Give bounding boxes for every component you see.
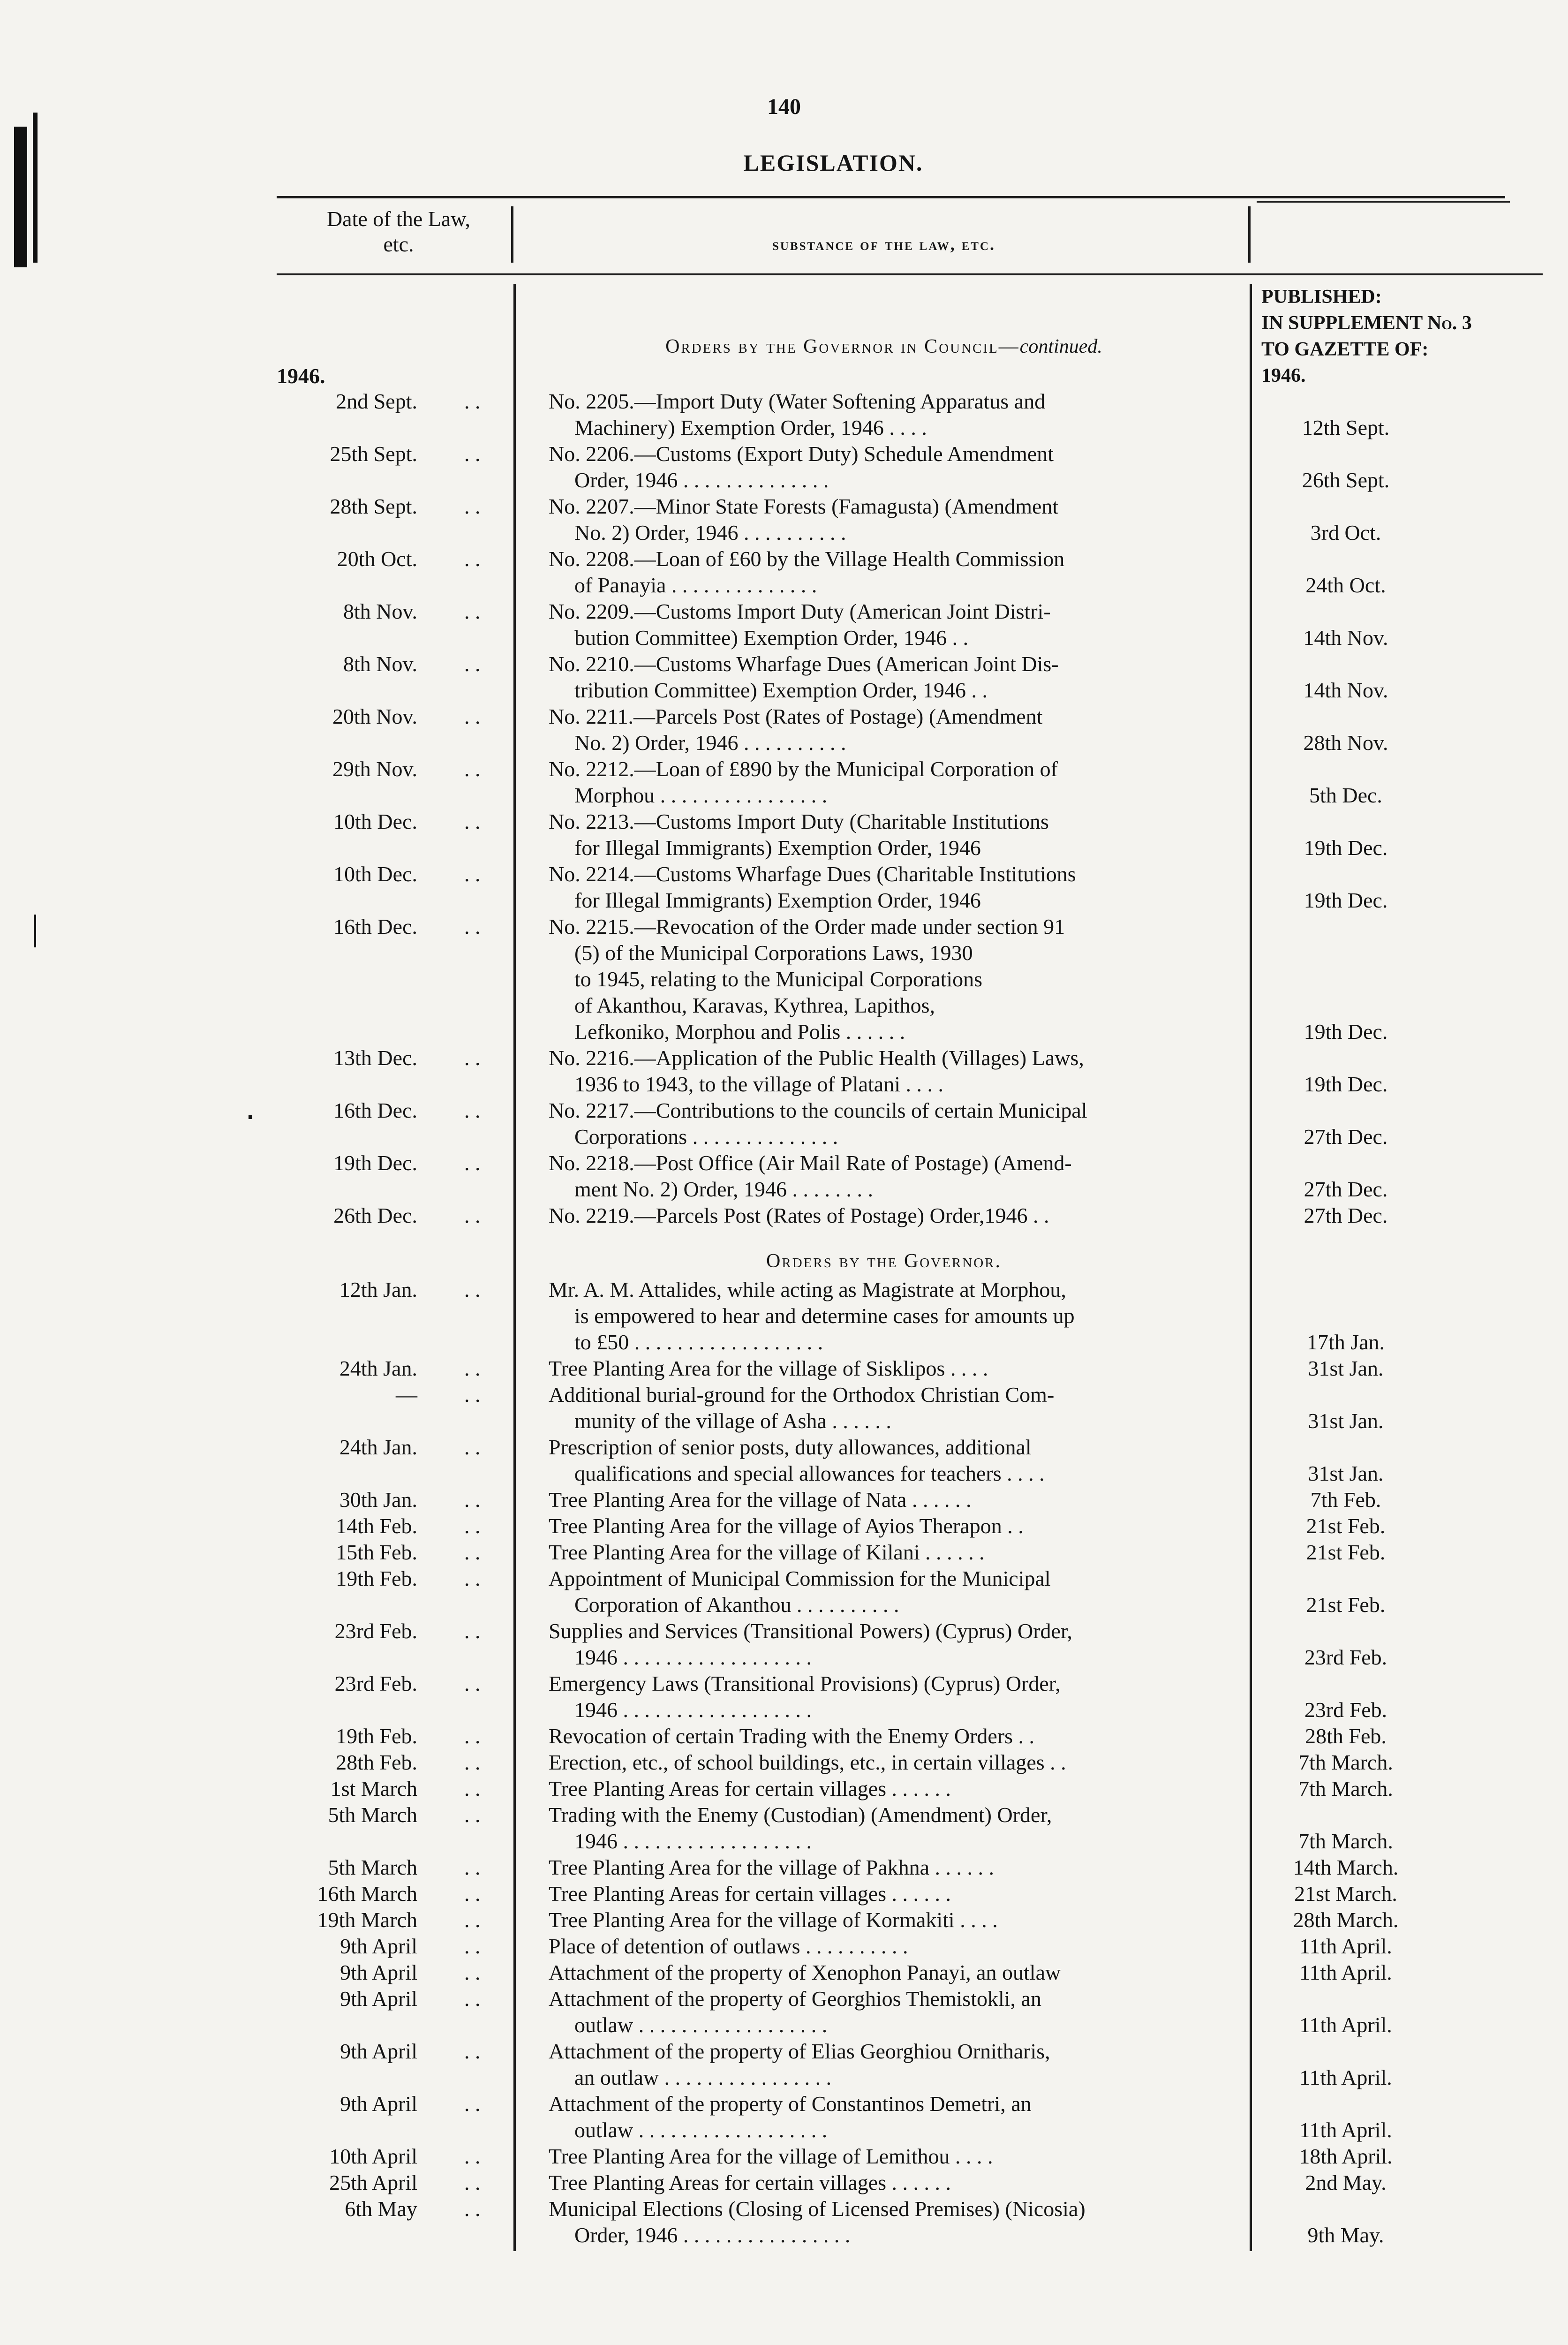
row-date: 30th Jan.	[339, 1488, 417, 1512]
scan-mark	[33, 113, 38, 263]
row-date: 16th March	[317, 1882, 417, 1906]
row-date: 10th Dec.	[333, 862, 417, 886]
row-published-date: 31st Jan.	[1308, 1409, 1384, 1433]
row-substance-line: No. 2213.—Customs Import Duty (Charitable Institutions	[549, 809, 1049, 833]
row-date: 15th Feb.	[336, 1540, 417, 1564]
row-substance-line: Attachment of the property of Constantinos Demetri, an	[549, 2092, 1032, 2116]
row-substance-line: No. 2212.—Loan of £890 by the Municipal Corporation of	[549, 757, 1058, 781]
year-label: 1946.	[277, 364, 325, 388]
row-published-date: 28th Feb.	[1305, 1724, 1387, 1748]
row-date: —	[396, 1383, 417, 1407]
row-date: 23rd Feb.	[334, 1619, 417, 1643]
row-substance-line: No. 2210.—Customs Wharfage Dues (American Joint Dis-	[549, 652, 1059, 676]
row-substance-line: Additional burial-ground for the Orthodox Christian Com-	[549, 1383, 1055, 1407]
row-substance-line: qualifications and special allowances for teachers . . . .	[574, 1461, 1045, 1485]
row-published-date: 23rd Feb.	[1304, 1645, 1387, 1669]
row-substance-line: outlaw . . . . . . . . . . . . . . . . . .	[574, 2118, 828, 2142]
row-date: 19th Dec.	[333, 1151, 417, 1175]
row-substance-line: No. 2211.—Parcels Post (Rates of Postage) (Amendment	[549, 704, 1043, 728]
scan-mark	[34, 915, 36, 947]
row-published-date: 21st Feb.	[1306, 1540, 1386, 1564]
row-date: 8th Nov.	[343, 652, 417, 676]
row-substance-line: Place of detention of outlaws . . . . . . . . . .	[549, 1934, 908, 1958]
row-substance-line: Morphou . . . . . . . . . . . . . . . .	[574, 783, 828, 807]
row-substance-line: munity of the village of Asha . . . . . .	[574, 1409, 891, 1433]
row-leader-dots: . .	[464, 1203, 481, 1227]
row-leader-dots: . .	[464, 1435, 481, 1459]
row-substance-line: 1946 . . . . . . . . . . . . . . . . . .	[574, 1829, 812, 1853]
row-published-date: 23rd Feb.	[1304, 1698, 1387, 1722]
row-published-date: 21st Feb.	[1306, 1514, 1386, 1538]
row-date: 10th April	[329, 2144, 417, 2168]
row-substance-line: Tree Planting Area for the village of Lemithou . . . .	[549, 2144, 993, 2168]
row-date: 24th Jan.	[339, 1435, 417, 1459]
row-published-date: 27th Dec.	[1304, 1125, 1388, 1149]
page-title: LEGISLATION.	[743, 150, 923, 176]
row-leader-dots: . .	[464, 1750, 481, 1774]
row-published-date: 11th April.	[1299, 1934, 1392, 1958]
row-published-date: 24th Oct.	[1305, 573, 1386, 597]
row-published-date: 5th Dec.	[1309, 783, 1382, 807]
row-published-date: 7th March.	[1298, 1777, 1393, 1800]
row-date: 9th April	[340, 1934, 417, 1958]
row-leader-dots: . .	[464, 1540, 481, 1564]
row-substance-line: for Illegal Immigrants) Exemption Order, 1946	[574, 836, 981, 860]
row-leader-dots: . .	[464, 1987, 481, 2011]
row-substance-line: No. 2215.—Revocation of the Order made under section 91	[549, 915, 1065, 938]
row-date: 16th Dec.	[333, 915, 417, 938]
row-substance-line: to 1945, relating to the Municipal Corporations	[574, 967, 983, 991]
date-column-header	[281, 206, 516, 257]
row-substance-line: Mr. A. M. Attalides, while acting as Magistrate at Morphou,	[549, 1278, 1066, 1301]
row-substance-line: for Illegal Immigrants) Exemption Order, 1946	[574, 888, 981, 912]
row-substance-line: Tree Planting Area for the village of Pakhna . . . . . .	[549, 1855, 995, 1879]
section-title-council-text: Orders by the Governor in Council—	[665, 336, 1020, 357]
date-column-header-line2: etc.	[383, 232, 414, 256]
row-leader-dots: . .	[464, 2197, 481, 2221]
row-substance-line: Attachment of the property of Georghios Themistokli, an	[549, 1987, 1041, 2011]
row-leader-dots: . .	[464, 1151, 481, 1175]
row-published-date: 11th April.	[1299, 2065, 1392, 2089]
row-published-date: 26th Sept.	[1302, 468, 1390, 492]
row-substance-line: (5) of the Municipal Corporations Laws, 1930	[574, 941, 973, 965]
row-date: 23rd Feb.	[334, 1672, 417, 1695]
row-date: 9th April	[340, 1960, 417, 1984]
scan-mark	[249, 1115, 252, 1119]
row-leader-dots: . .	[464, 652, 481, 676]
row-published-date: 19th Dec.	[1304, 1072, 1388, 1096]
row-leader-dots: . .	[464, 1777, 481, 1800]
row-published-date: 7th March.	[1298, 1750, 1393, 1774]
section-title-continued: continued.	[1019, 336, 1102, 357]
row-leader-dots: . .	[464, 1803, 481, 1827]
row-published-date: 9th May.	[1307, 2223, 1384, 2247]
row-date: 9th April	[340, 1987, 417, 2011]
row-substance-line: No. 2217.—Contributions to the councils of certain Municipal	[549, 1098, 1087, 1122]
row-substance-line: to £50 . . . . . . . . . . . . . . . . . .	[574, 1330, 823, 1354]
row-leader-dots: . .	[464, 2092, 481, 2116]
row-leader-dots: . .	[464, 1514, 481, 1538]
row-substance-line: of Akanthou, Karavas, Kythrea, Lapithos,	[574, 993, 935, 1017]
row-leader-dots: . .	[464, 1098, 481, 1122]
row-substance-line: No. 2209.—Customs Import Duty (American Joint Distri-	[549, 599, 1051, 623]
row-date: 14th Feb.	[336, 1514, 417, 1538]
section-title-council	[516, 335, 1252, 358]
row-published-date: 31st Jan.	[1308, 1356, 1384, 1380]
row-substance-line: Emergency Laws (Transitional Provisions) (Cyprus) Order,	[549, 1672, 1061, 1695]
row-date: 5th March	[328, 1855, 417, 1879]
row-published-date: 7th March.	[1298, 1829, 1393, 1853]
row-published-date: 31st Jan.	[1308, 1461, 1384, 1485]
row-date: 20th Nov.	[332, 704, 417, 728]
row-published-date: 2nd May.	[1305, 2171, 1387, 2194]
row-leader-dots: . .	[464, 1672, 481, 1695]
row-published-date: 14th March.	[1293, 1855, 1399, 1879]
row-substance-line: Order, 1946 . . . . . . . . . . . . . .	[574, 468, 829, 492]
row-substance-line: ment No. 2) Order, 1946 . . . . . . . .	[574, 1177, 873, 1201]
row-published-date: 12th Sept.	[1302, 416, 1390, 439]
row-leader-dots: . .	[464, 1882, 481, 1906]
row-substance-line: Supplies and Services (Transitional Powers) (Cyprus) Order,	[549, 1619, 1072, 1643]
row-date: 9th April	[340, 2039, 417, 2063]
row-leader-dots: . .	[464, 389, 481, 413]
row-published-date: 17th Jan.	[1306, 1330, 1385, 1354]
row-date: 16th Dec.	[333, 1098, 417, 1122]
row-substance-line: No. 2) Order, 1946 . . . . . . . . . .	[574, 731, 846, 755]
row-date: 28th Sept.	[330, 494, 417, 518]
row-date: 19th Feb.	[336, 1566, 417, 1590]
row-substance-line: Machinery) Exemption Order, 1946 . . . .	[574, 416, 927, 439]
row-substance-line: No. 2207.—Minor State Forests (Famagusta) (Amendment	[549, 494, 1059, 518]
row-substance-line: is empowered to hear and determine cases for amounts up	[574, 1304, 1075, 1328]
row-published-date: 3rd Oct.	[1310, 521, 1381, 545]
page-number: 140	[767, 94, 801, 119]
row-published-date: 11th April.	[1299, 1960, 1392, 1984]
row-leader-dots: . .	[464, 1046, 481, 1070]
row-published-date: 27th Dec.	[1304, 1177, 1388, 1201]
row-substance-line: Tree Planting Areas for certain villages . . . . . .	[549, 1882, 951, 1906]
row-leader-dots: . .	[464, 1908, 481, 1932]
row-substance-line: Tree Planting Area for the village of Kormakiti . . . .	[549, 1908, 998, 1932]
row-date: 29th Nov.	[332, 757, 417, 781]
row-date: 2nd Sept.	[336, 389, 417, 413]
row-leader-dots: . .	[464, 442, 481, 466]
header-top-rule	[277, 196, 1505, 198]
row-leader-dots: . .	[464, 2039, 481, 2063]
row-leader-dots: . .	[464, 757, 481, 781]
row-leader-dots: . .	[464, 1383, 481, 1407]
row-leader-dots: . .	[464, 1724, 481, 1748]
row-date: 6th May	[345, 2197, 417, 2221]
row-published-date: 28th March.	[1293, 1908, 1399, 1932]
row-leader-dots: . .	[464, 2144, 481, 2168]
row-substance-line: No. 2208.—Loan of £60 by the Village Health Commission	[549, 547, 1065, 571]
date-column-header-line1: Date of the Law,	[326, 207, 471, 231]
row-substance-line: No. 2) Order, 1946 . . . . . . . . . .	[574, 521, 846, 545]
row-substance-line: Erection, etc., of school buildings, etc., in certain villages . .	[549, 1750, 1066, 1774]
row-leader-dots: . .	[464, 1934, 481, 1958]
row-substance-line: Order, 1946 . . . . . . . . . . . . . . . .	[574, 2223, 851, 2247]
row-substance-line: Corporation of Akanthou . . . . . . . . . .	[574, 1593, 899, 1617]
row-date: 26th Dec.	[333, 1203, 417, 1227]
row-leader-dots: . .	[464, 1855, 481, 1879]
row-substance-line: bution Committee) Exemption Order, 1946 . .	[574, 626, 969, 650]
row-substance-line: 1946 . . . . . . . . . . . . . . . . . .	[574, 1698, 812, 1722]
row-substance-line: Tree Planting Area for the village of Nata . . . . . .	[549, 1488, 972, 1512]
row-published-date: 11th April.	[1299, 2118, 1392, 2142]
row-date: 25th April	[329, 2171, 417, 2194]
row-substance-line: of Panayia . . . . . . . . . . . . . .	[574, 573, 817, 597]
row-published-date: 19th Dec.	[1304, 888, 1388, 912]
row-substance-line: Lefkoniko, Morphou and Polis . . . . . .	[574, 1020, 905, 1044]
row-substance-line: Attachment of the property of Xenophon Panayi, an outlaw	[549, 1960, 1061, 1984]
header-top-rule-extension	[1257, 201, 1510, 203]
row-published-date: 28th Nov.	[1303, 731, 1388, 755]
row-substance-line: 1946 . . . . . . . . . . . . . . . . . .	[574, 1645, 812, 1669]
row-substance-line: No. 2206.—Customs (Export Duty) Schedule Amendment	[549, 442, 1054, 466]
row-date: 19th March	[317, 1908, 417, 1932]
row-published-date: 21st March.	[1294, 1882, 1397, 1906]
row-published-date: 19th Dec.	[1304, 836, 1388, 860]
substance-column-header: substance of the law, etc.	[772, 235, 996, 254]
row-leader-dots: . .	[464, 809, 481, 833]
row-leader-dots: . .	[464, 494, 481, 518]
row-substance-line: No. 2219.—Parcels Post (Rates of Postage) Order,1946 . .	[549, 1203, 1049, 1227]
row-substance-line: No. 2214.—Customs Wharfage Dues (Charitable Institutions	[549, 862, 1076, 886]
row-substance-line: tribution Committee) Exemption Order, 1946 . .	[574, 678, 988, 702]
row-substance-line: Tree Planting Area for the village of Ayios Therapon . .	[549, 1514, 1024, 1538]
scan-mark	[14, 127, 27, 267]
row-substance-line: Corporations . . . . . . . . . . . . . .	[574, 1125, 838, 1149]
row-leader-dots: . .	[464, 599, 481, 623]
row-substance-line: outlaw . . . . . . . . . . . . . . . . . .	[574, 2013, 828, 2037]
row-published-date: 14th Nov.	[1303, 678, 1388, 702]
row-date: 24th Jan.	[339, 1356, 417, 1380]
row-leader-dots: . .	[464, 1278, 481, 1301]
row-substance-line: 1936 to 1943, to the village of Platani . . . .	[574, 1072, 944, 1096]
row-date: 5th March	[328, 1803, 417, 1827]
row-leader-dots: . .	[464, 2171, 481, 2194]
row-date: 28th Feb.	[336, 1750, 417, 1774]
row-published-date: 21st Feb.	[1306, 1593, 1386, 1617]
row-leader-dots: . .	[464, 1566, 481, 1590]
row-substance-line: Tree Planting Area for the village of Sisklipos . . . .	[549, 1356, 988, 1380]
row-published-date: 11th April.	[1299, 2013, 1392, 2037]
row-published-date: 14th Nov.	[1303, 626, 1388, 650]
row-date: 25th Sept.	[330, 442, 417, 466]
row-substance-line: Tree Planting Area for the village of Kilani . . . . . .	[549, 1540, 985, 1564]
row-substance-line: Tree Planting Areas for certain villages . . . . . .	[549, 2171, 951, 2194]
row-date: 9th April	[340, 2092, 417, 2116]
row-leader-dots: . .	[464, 1960, 481, 1984]
row-substance-line: No. 2205.—Import Duty (Water Softening Apparatus and	[549, 389, 1046, 413]
published-column-header: PUBLISHED: IN SUPPLEMENT No. 3 TO GAZETTE OF: 1946.	[1261, 286, 1472, 386]
row-leader-dots: . .	[464, 915, 481, 938]
row-date: 10th Dec.	[333, 809, 417, 833]
row-date: 13th Dec.	[333, 1046, 417, 1070]
row-substance-line: Prescription of senior posts, duty allowances, additional	[549, 1435, 1032, 1459]
row-published-date: 7th Feb.	[1310, 1488, 1381, 1512]
row-published-date: 19th Dec.	[1304, 1020, 1388, 1044]
row-date: 20th Oct.	[337, 547, 417, 571]
section-title-governor: Orders by the Governor.	[766, 1250, 1002, 1272]
row-published-date: 27th Dec.	[1304, 1203, 1388, 1227]
row-substance-line: Revocation of certain Trading with the Enemy Orders . .	[549, 1724, 1035, 1748]
row-substance-line: Appointment of Municipal Commission for the Municipal	[549, 1566, 1051, 1590]
row-substance-line: Attachment of the property of Elias Georghiou Ornitharis,	[549, 2039, 1050, 2063]
row-substance-line: an outlaw . . . . . . . . . . . . . . . .	[574, 2065, 832, 2089]
row-date: 19th Feb.	[336, 1724, 417, 1748]
row-date: 1st March	[330, 1777, 417, 1800]
row-substance-line: Tree Planting Areas for certain villages . . . . . .	[549, 1777, 951, 1800]
row-substance-line: No. 2216.—Application of the Public Health (Villages) Laws,	[549, 1046, 1084, 1070]
row-date: 12th Jan.	[339, 1278, 417, 1301]
row-substance-line: No. 2218.—Post Office (Air Mail Rate of Postage) (Amend-	[549, 1151, 1072, 1175]
row-leader-dots: . .	[464, 1356, 481, 1380]
row-substance-line: Trading with the Enemy (Custodian) (Amendment) Order,	[549, 1803, 1052, 1827]
header-bottom-rule	[277, 273, 1543, 275]
row-leader-dots: . .	[464, 862, 481, 886]
row-substance-line: Municipal Elections (Closing of Licensed Premises) (Nicosia)	[549, 2197, 1086, 2221]
row-published-date: 18th April.	[1299, 2144, 1393, 2168]
row-leader-dots: . .	[464, 1488, 481, 1512]
row-leader-dots: . .	[464, 704, 481, 728]
row-leader-dots: . .	[464, 1619, 481, 1643]
row-date: 8th Nov.	[343, 599, 417, 623]
row-leader-dots: . .	[464, 547, 481, 571]
